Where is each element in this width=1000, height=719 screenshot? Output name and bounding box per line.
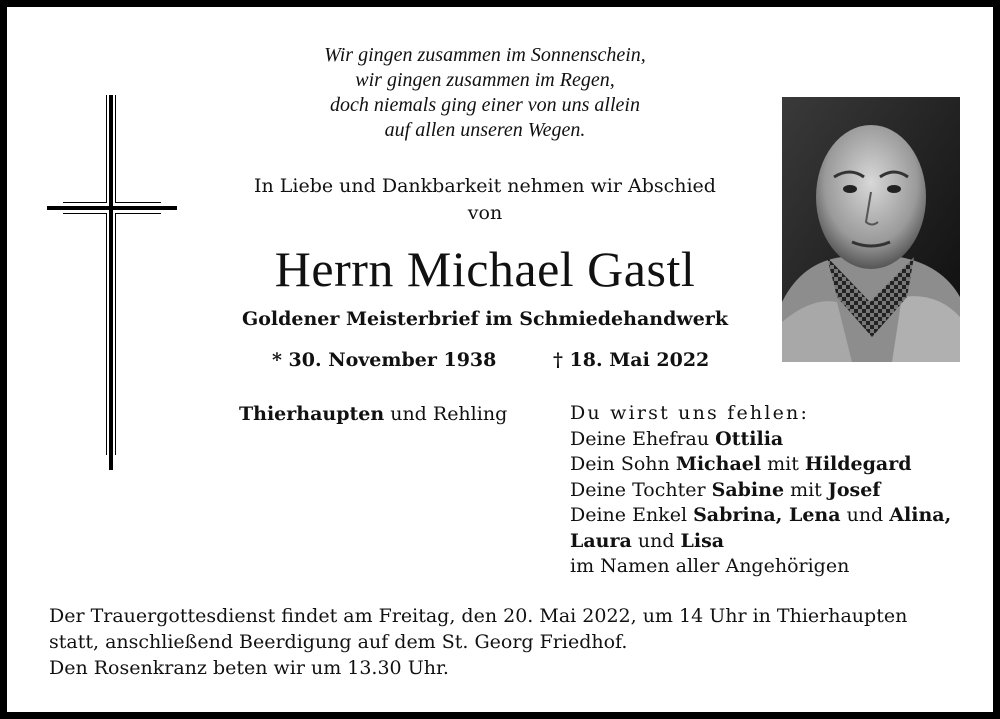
mourners-list <box>570 401 990 580</box>
mourner-prefix: Deine Enkel <box>570 504 694 526</box>
poem-line: Wir gingen zusammen im Sonnenschein, <box>324 44 646 66</box>
mourner-name: Hildegard <box>804 453 912 475</box>
mourner-name: Sabrina, Lena <box>693 504 841 526</box>
mourner-grandchildren-cont <box>570 529 990 555</box>
mourner-name: Josef <box>827 478 881 501</box>
intro-line: von <box>467 202 503 224</box>
service-line: Der Trauergottesdienst findet am Freitag, den 20. Mai 2022, um 14 Uhr in Thierhaupten <box>49 605 908 627</box>
mourner-name: Laura <box>570 529 632 552</box>
mourner-prefix: Dein Sohn <box>570 453 676 475</box>
place-rest: und Rehling <box>384 403 508 425</box>
cross-icon <box>47 95 177 470</box>
service-line: statt, anschließend Beerdigung auf dem St. Georg Friedhof. <box>49 631 628 653</box>
mourner-connector: und <box>840 504 890 526</box>
deceased-name: Herrn Michael Gastl <box>274 241 696 297</box>
death-date: † 18. Mai 2022 <box>553 349 710 371</box>
poem-line: doch niemals ging einer von uns allein <box>330 94 640 116</box>
intro-line: In Liebe und Dankbarkeit nehmen wir Abschied <box>254 175 716 197</box>
place <box>239 401 507 427</box>
poem-line: wir gingen zusammen im Regen, <box>355 69 615 91</box>
mourner-wife <box>570 427 990 453</box>
mourner-name: Sabine <box>711 478 785 501</box>
mourner-prefix: Deine Ehefrau <box>570 427 716 450</box>
poem <box>247 43 723 143</box>
mourner-son <box>570 452 990 478</box>
intro-text <box>207 173 763 227</box>
portrait-photo <box>782 97 960 362</box>
service-info <box>49 603 969 681</box>
mourner-name: Lisa <box>680 529 725 552</box>
mourners-closing: im Namen aller Angehörigen <box>570 555 850 577</box>
birth-date: * 30. November 1938 <box>272 349 497 371</box>
mourner-connector: mit <box>761 453 805 475</box>
service-line: Den Rosenkranz beten wir um 13.30 Uhr. <box>49 657 449 679</box>
poem-line: auf allen unseren Wegen. <box>384 119 586 141</box>
mourner-grandchildren <box>570 503 990 529</box>
mourner-name: Alina, <box>889 504 952 526</box>
mourner-connector: mit <box>784 478 828 501</box>
mourner-name: Michael <box>675 453 762 475</box>
deceased-title: Goldener Meisterbrief im Schmiedehandwerk <box>242 308 728 330</box>
place-name: Thierhaupten <box>239 403 385 425</box>
mourner-connector: und <box>631 529 681 552</box>
mourner-daughter <box>570 478 990 504</box>
mourners-heading: Du wirst uns fehlen: <box>570 402 810 424</box>
mourner-name: Ottilia <box>715 427 784 450</box>
mourner-prefix: Deine Tochter <box>570 478 712 501</box>
